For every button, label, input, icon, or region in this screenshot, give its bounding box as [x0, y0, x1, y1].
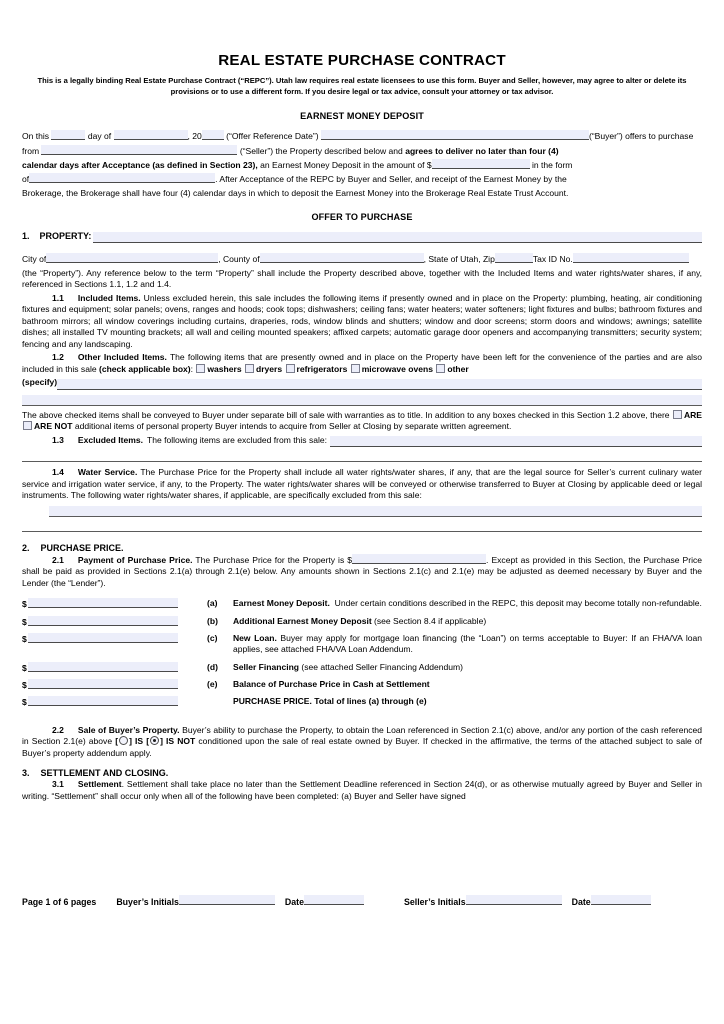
section-1-3 [22, 435, 702, 446]
earnest-t7: (“Seller”) the Property described below and [239, 145, 403, 156]
county-field[interactable] [260, 253, 424, 263]
is-not-label: IS NOT [166, 736, 196, 747]
section-1-4 [22, 467, 702, 501]
currency-a: $ [22, 599, 27, 610]
earnest-t9: calendar days after Acceptance (as defined in Section 23), [22, 160, 258, 170]
city-field[interactable] [46, 253, 218, 263]
earnest-t12: of [22, 174, 30, 185]
currency-total: $ [22, 697, 27, 708]
checkbox-label-refrigerators: refrigerators [296, 363, 348, 374]
label-b: (b) [207, 615, 218, 626]
page-title: REAL ESTATE PURCHASE CONTRACT [218, 52, 506, 69]
specify-row [22, 377, 702, 388]
state-zip-label: , State of Utah, Zip [423, 254, 495, 265]
seller-name-field[interactable] [41, 145, 237, 155]
price-line-total [22, 696, 702, 707]
checkbox-refrigerators[interactable] [286, 364, 295, 373]
label-a: (a) [207, 598, 218, 609]
label-e: (e) [207, 678, 218, 689]
amount-field-b[interactable] [28, 616, 178, 626]
taxid-field[interactable] [573, 253, 689, 263]
city-county-row [22, 253, 702, 265]
earnest-amount-field[interactable] [432, 159, 530, 169]
are-not-label: ARE NOT [34, 421, 73, 432]
currency-e: $ [22, 679, 27, 690]
taxid-label: Tax ID No. [532, 254, 573, 265]
earnest-t5: (“Buyer”) offers to purchase [588, 131, 694, 142]
s22-title: Sale of Buyer’s Property. [77, 724, 180, 735]
city-label: City of [22, 254, 47, 265]
checkbox-label-washers: washers [207, 363, 242, 374]
checkbox-microwave-ovens[interactable] [351, 364, 360, 373]
earnest-t11: in the form [532, 160, 573, 170]
text-d: (see attached Seller Financing Addendum) [301, 661, 463, 672]
property-row [22, 231, 702, 242]
title-c: New Loan. [233, 632, 277, 643]
earnest-t2: day of [87, 131, 112, 142]
water-excluded-field-line2[interactable] [22, 522, 702, 532]
s12-text-b: (check applicable box) [98, 363, 191, 374]
seller-date-label: Date [571, 897, 591, 907]
earnest-money-paragraph [22, 130, 702, 142]
buyer-date-field[interactable] [304, 895, 364, 905]
s21-num: 2.1 [52, 554, 64, 565]
s21-text-a: The Purchase Price for the Property is $ [195, 554, 353, 565]
earnest-t8: agrees to deliver no later than four (4) [405, 145, 559, 156]
label-c: (c) [207, 632, 218, 643]
s21-text-b: . Except as provided in this Section, the Purchase Price shall be paid as provided in Sections 2.1(a) through 2.1(e) below. Any amounts shown in Sections 2.1(c) and 2.1(e) may be adjusted as deemed necessary by Buyer and the Lender (the “Lender”). [22, 554, 702, 588]
section2-heading [22, 543, 702, 553]
section1-title: PROPERTY: [39, 231, 92, 242]
specify-field[interactable] [57, 379, 702, 390]
price-line-d [22, 662, 702, 673]
earnest-t1: On this [22, 131, 50, 142]
s22-num: 2.2 [52, 724, 64, 735]
month-field[interactable] [114, 130, 188, 140]
price-line-b [22, 616, 702, 627]
s13-num: 1.3 [52, 434, 64, 445]
label-d: (d) [207, 661, 218, 672]
s22-text-b: conditioned upon the sale of real estate owned by Buyer. If checked in the affirmative, the terms of the attached subject to sale of Buyer’s property addendum apply. [22, 736, 703, 758]
section3-title: SETTLEMENT AND CLOSING. [40, 768, 169, 779]
amount-field-d[interactable] [28, 662, 178, 672]
earnest-t3: , 20 [187, 131, 202, 142]
checkbox-label-other: other [447, 363, 469, 374]
checkbox-other[interactable] [436, 364, 445, 373]
bracket-close-is: ] [129, 736, 132, 747]
property-definition: (the “Property”). Any reference below to the term “Property” shall include the Property described above, together with the Included Items and water rights/water shares, if any, referenced in Sections 1.1, 1.2 and 1.4. [22, 267, 702, 290]
title-e: Balance of Purchase Price in Cash at Settlement [233, 678, 430, 689]
s31-num: 3.1 [52, 779, 64, 790]
s12-num: 1.2 [52, 352, 64, 363]
page-footer [22, 895, 702, 907]
radio-is[interactable] [119, 736, 128, 745]
specify-label: (specify) [22, 377, 58, 388]
text-c: Buyer may apply for mortgage loan financing (the “Loan”) on terms acceptable to Buyer: If an FHA/VA loan applies, see attached FHA/VA Loan Addendum. [233, 632, 702, 655]
county-label: , County of [218, 254, 260, 265]
text-b: (see Section 8.4 if applicable) [374, 615, 487, 626]
title-d: Seller Financing [233, 661, 300, 672]
text-a: Under certain conditions described in the REPC, this deposit may become totally non-refundable. [334, 598, 702, 609]
seller-initials-label: Seller’s Initials [404, 897, 466, 907]
bracket-open-is: [ [115, 736, 119, 747]
amount-field-c[interactable] [28, 633, 178, 643]
currency-d: $ [22, 662, 27, 673]
purchase-price-field[interactable] [352, 554, 486, 564]
earnest-t6: from [22, 145, 40, 156]
earnest-t13: . After Acceptance of the REPC by Buyer and Seller, and receipt of the Earnest Money by the [215, 174, 567, 185]
checkbox-dryers[interactable] [245, 364, 254, 373]
is-label: IS [135, 736, 144, 747]
s14-text: The Purchase Price for the Property shall include all water rights/water shares, if any, that are the legal source for Seller’s current culinary water service and irrigation water service, if any, to the Property. The water rights/water shares will be conveyed or otherwise transferred to Buyer at Closing by applicable deed or legal instruments. The following water rights/water shares, if applicable, are specifically excluded from this sale: [22, 467, 702, 501]
buyer-name-field[interactable] [321, 130, 589, 140]
buyer-initials-field[interactable] [179, 895, 275, 905]
conveyance-text-b: additional items of personal property Buyer intends to acquire from Seller at Closing by separate written agreement. [74, 421, 512, 432]
amount-field-total[interactable] [28, 696, 178, 706]
s13-title: Excluded Items. [77, 434, 143, 445]
day-field[interactable] [51, 130, 85, 140]
excluded-items-field-line2[interactable] [22, 452, 702, 462]
water-excluded-field[interactable] [49, 506, 702, 517]
price-line-c [22, 633, 702, 656]
are-label: ARE [683, 409, 702, 420]
conveyance-paragraph [22, 410, 702, 433]
s22-text-a: Buyer’s ability to purchase the Property, to obtain the Loan referenced in Section 2.1(c) above, and/or any portion of the cash referenced in Section 2.1(e) above [22, 724, 702, 747]
checkbox-label-microwave-ovens: microwave ovens [361, 363, 433, 374]
section-3-1 [22, 779, 702, 802]
year-field[interactable] [202, 130, 224, 140]
amount-field-e[interactable] [28, 679, 178, 689]
title-total: PURCHASE PRICE. Total of lines (a) through (e) [233, 696, 427, 707]
section3-number: 3. [22, 768, 30, 779]
checkbox-are-not[interactable] [23, 421, 32, 430]
earnest-form-field[interactable] [29, 173, 215, 183]
s12-text-a: The following items that are presently owned and in place on the Property have been left for the convenience of the parties and are also included in this sale [22, 352, 702, 374]
seller-initials-field[interactable] [466, 895, 562, 905]
section-1-1 [22, 293, 702, 350]
specify-field-line2[interactable] [22, 395, 702, 406]
zip-field[interactable] [495, 253, 533, 263]
section3-heading [22, 768, 702, 778]
s11-title: Included Items. [77, 292, 141, 303]
earnest-money-heading: EARNEST MONEY DEPOSIT [300, 111, 424, 122]
s11-text: Unless excluded herein, this sale includes the following items if presently owned and in place on the Property: plumbing, heating, air conditioning fixtures and equipment; solar panels; ovens, ranges and hoods; cook tops; dishwashers; ceiling fans; water heaters; water softeners; light fixtures and bulbs; bathroom fixtures and bathroom mirrors; all window coverings including curtains, draperies, rods, window blinds and shutters; window and door screens; storm doors and windows; awnings; satellite dishes; all installed TV mounting brackets; all wall and ceiling mounted speakers; affixed carpets; automatic garage door openers and accompanying transmitters; security system; fencing and any landscaping. [22, 292, 703, 349]
s13-text: The following items are excluded from this sale: [146, 434, 328, 445]
s12-text-c: : [190, 363, 194, 374]
s21-title: Payment of Purchase Price. [77, 554, 193, 565]
legal-disclaimer: This is a legally binding Real Estate Purchase Contract (“REPC”). Utah law requires real estate licensees to use this form. Buyer and Seller, however, may agree to alter or delete its provisions or to use a different form. If you desire legal or tax advice, consult your attorney or tax advisor. [37, 76, 687, 97]
price-line-e [22, 679, 702, 690]
price-line-a [22, 598, 702, 609]
section2-number: 2. [22, 542, 30, 553]
earnest-t14: Brokerage, the Brokerage shall have four (4) calendar days in which to deposit the Earnest Money into the Brokerage Real Estate Trust Account. [22, 187, 569, 198]
conveyance-text-a: The above checked items shall be conveyed to Buyer under separate bill of sale with warranties as to title. In addition to any boxes checked in this Section 1.2 above, there [22, 409, 670, 420]
section-2-2 [22, 725, 702, 759]
offer-to-purchase-heading: OFFER TO PURCHASE [311, 212, 413, 223]
title-b: Additional Earnest Money Deposit [233, 615, 372, 626]
radio-is-not[interactable] [150, 736, 159, 745]
s31-title: Settlement [77, 779, 122, 790]
earnest-t10: an Earnest Money Deposit in the amount of $ [260, 160, 432, 170]
s12-title: Other Included Items. [77, 352, 167, 363]
earnest-t4: (“Offer Reference Date”) [226, 131, 319, 142]
checkbox-washers[interactable] [196, 364, 205, 373]
purchase-price-breakdown [22, 598, 702, 708]
checkbox-label-dryers: dryers [255, 363, 283, 374]
currency-c: $ [22, 633, 27, 644]
bracket-close-is-not: ] [160, 736, 163, 747]
section1-number: 1. [22, 231, 30, 242]
property-address-field[interactable] [93, 232, 702, 243]
page-number-label: Page 1 of 6 pages [22, 897, 97, 907]
section2-title: PURCHASE PRICE. [40, 542, 124, 553]
section-2-1 [22, 554, 702, 589]
s31-text: . Settlement shall take place no later than the Settlement Deadline referenced in Section 24(d), or as otherwise mutually agreed by Buyer and Seller in writing. “Settlement” shall occur only when all of the following have been completed: (a) Buyer and Seller have signed [22, 779, 702, 801]
seller-date-field[interactable] [591, 895, 651, 905]
bracket-open-is-not: [ [146, 736, 150, 747]
s11-num: 1.1 [52, 292, 64, 303]
currency-b: $ [22, 616, 27, 627]
s14-title: Water Service. [77, 467, 138, 478]
title-a: Earnest Money Deposit. [233, 598, 330, 609]
section-1-2 [22, 352, 702, 375]
buyer-initials-label: Buyer’s Initials [116, 897, 179, 907]
s14-num: 1.4 [52, 467, 64, 478]
amount-field-a[interactable] [28, 598, 178, 608]
excluded-items-field[interactable] [330, 436, 702, 447]
buyer-date-label: Date [284, 897, 304, 907]
checkbox-are[interactable] [673, 410, 682, 419]
